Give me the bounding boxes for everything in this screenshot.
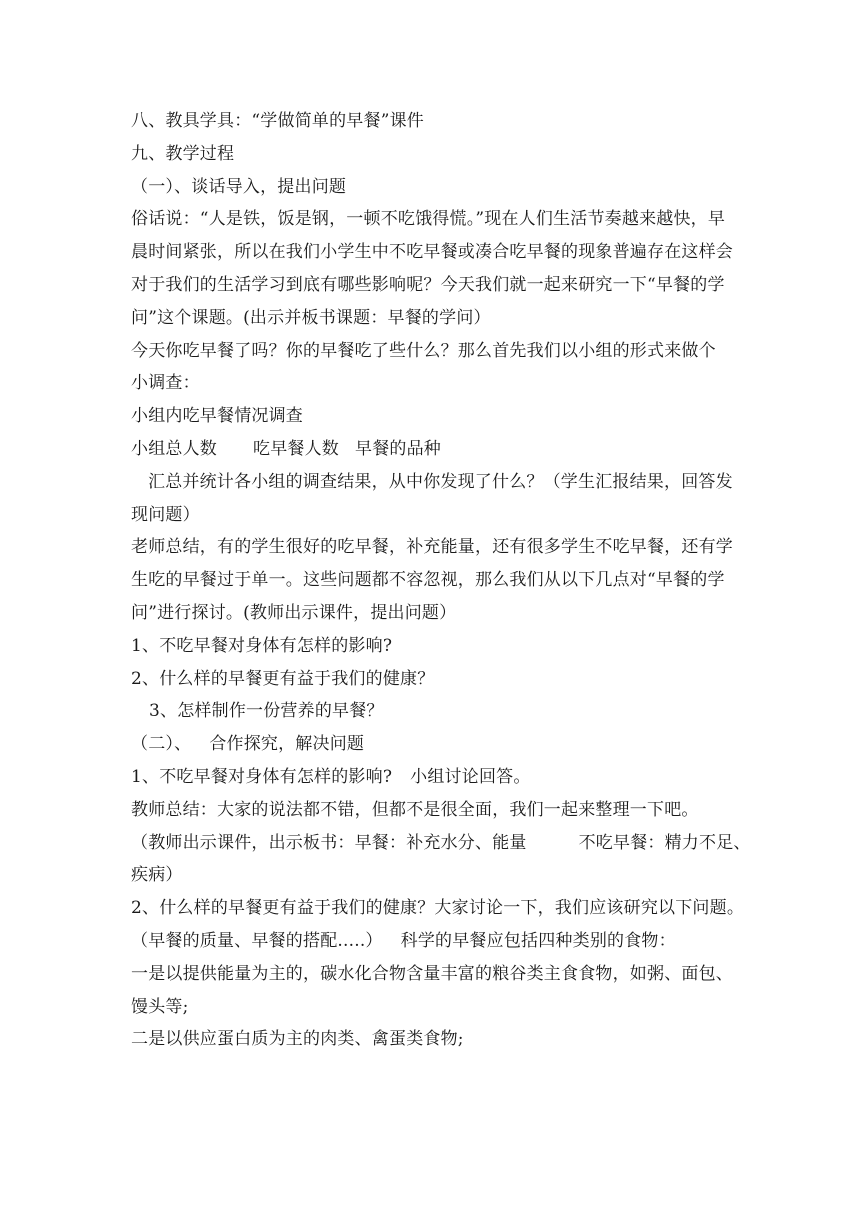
question-1-text: 1、不吃早餐对身体有怎样的影响?	[131, 766, 393, 787]
survey-title: 小组内吃早餐情况调查	[131, 406, 303, 427]
teaching-aids-line: 八、教具学具：“学做简单的早餐”课件	[131, 111, 424, 131]
paragraph-line: 老师总结，有的学生很好的吃早餐，补充能量，还有很多学生不吃早餐，还有学	[131, 537, 733, 558]
board-note-breakfast: （教师出示课件，出示板书：早餐：补充水分、能量	[131, 832, 527, 853]
board-notes-line	[131, 827, 751, 860]
paragraph-line: 现问题）	[131, 504, 200, 525]
question-3: 3、怎样制作一份营养的早餐？	[149, 701, 384, 722]
paragraph-line: 问”进行探讨。(教师出示课件，提出问题）	[131, 602, 457, 623]
paragraph-line: 晨时间紧张，所以在我们小学生中不吃早餐或凑合吃早餐的现象普遍存在这样会	[131, 242, 733, 263]
question-1-action: 小组讨论回答。	[410, 766, 531, 787]
paragraph-line: 对于我们的生活学习到底有哪些影响呢？今天我们就一起来研究一下“早餐的学	[131, 274, 725, 295]
paragraph-line: 生吃的早餐过于单一。这些问题都不容忽视，那么我们从以下几点对“早餐的学	[131, 570, 725, 591]
paragraph-line: 小调查：	[131, 373, 200, 394]
food-category-line: 一是以提供能量为主的，碳水化合物含量丰富的粮谷类主食食物，如粥、面包、	[131, 963, 733, 984]
question-1: 1、不吃早餐对身体有怎样的影响?	[131, 635, 393, 656]
paragraph-line: 俗话说：“人是铁，饭是钢，一顿不吃饿得慌。”现在人们生活节奏越来越快，早	[131, 209, 726, 230]
question-2-food-intro: 科学的早餐应包括四种类别的食物：	[400, 930, 676, 951]
section-2-number: （二）、	[131, 734, 192, 755]
section-1-heading: （一）、谈话导入，提出问题	[131, 176, 347, 197]
section-2-heading	[131, 728, 741, 761]
food-category-line: 馒头等;	[131, 996, 189, 1017]
teacher-summary: 教师总结：大家的说法都不错，但都不是很全面，我们一起来整理一下吧。	[131, 799, 699, 820]
survey-header-group-size: 小组总人数	[131, 438, 217, 459]
question-2-topics: （早餐的质量、早餐的搭配.....）	[131, 930, 383, 951]
question-2-sub	[131, 925, 741, 958]
question-2-discussion: 2、什么样的早餐更有益于我们的健康？大家讨论一下，我们应该研究以下问题。	[131, 898, 745, 919]
teaching-process-heading: 九、教学过程	[131, 143, 235, 164]
board-note-no-breakfast: 不吃早餐：精力不足、	[578, 832, 751, 853]
paragraph-line: 今天你吃早餐了吗？你的早餐吃了些什么？那么首先我们以小组的形式来做个	[131, 340, 716, 361]
food-category-line: 二是以供应蛋白质为主的肉类、禽蛋类食物;	[131, 1029, 464, 1050]
paragraph-line: 汇总并统计各小组的调查结果，从中你发现了什么？（学生汇报结果，回答发	[148, 471, 733, 492]
document-body	[131, 105, 751, 1056]
paragraph-line: 问”这个课题。(出示并板书课题：早餐的学问）	[131, 307, 491, 328]
section-2-title: 合作探究，解决问题	[209, 734, 365, 755]
question-1-discussion	[131, 761, 741, 794]
survey-header-breakfast-type: 早餐的品种	[355, 438, 441, 459]
survey-header-breakfast-count: 吃早餐人数	[253, 438, 339, 459]
question-2: 2、什么样的早餐更有益于我们的健康？	[131, 668, 435, 689]
survey-header-row	[131, 433, 741, 466]
board-notes-line-end: 疾病）	[131, 865, 183, 886]
